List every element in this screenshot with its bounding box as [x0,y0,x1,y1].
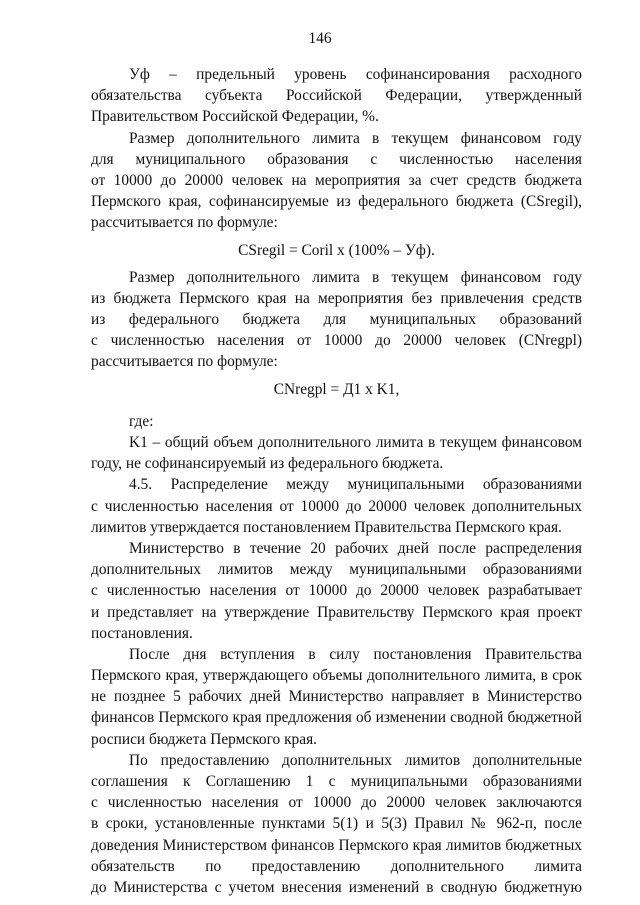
text-line: с численностью населения от 10000 до 20000 человек разрабатывает [91,582,582,600]
text-line: Уф – предельный уровень софинансирования расходного [129,66,582,83]
text-line: K1 – общий объем дополнительного лимита в текущем финансовом [129,434,582,451]
text-line: По предоставлению дополнительных лимитов дополнительные [129,751,582,769]
text-line: Пермского края, утверждающего объемы дополнительного лимита, в срок [91,667,582,685]
where-label: где: [129,412,154,430]
text-line: из бюджета Пермского края на мероприятия без привлечения средств [91,289,582,307]
text-line: росписи бюджета Пермского края. [91,730,317,748]
text-line: лимитов утверждается постановлением Правительства Пермского края. [91,518,562,536]
text-line: в сроки, установленные пунктами 5(1) и 5(3) Правил № 962-п, после [91,815,582,833]
formula-cnregpl: CNregpl = Д1 x K1, [273,380,400,398]
paragraph-k1-definition [91,432,582,474]
text-line: до Министерства с учетом внесения изменений в сводную бюджетную [91,878,582,896]
text-line: Министерство в течение 20 рабочих дней после распределения [129,539,582,557]
text-line: финансов Пермского края предложения об изменении сводной бюджетной [91,709,582,727]
text-line: После дня вступления в силу постановления Правительства [129,645,582,663]
text-line: обязательств по предоставлению дополнительного лимита [91,857,582,875]
text-line: с численностью населения от 10000 до 20000 человек дополнительных [91,497,582,515]
paragraph-uf-definition [91,64,582,128]
paragraph-cnregpl-intro [91,267,582,373]
formula-csregil: CSregil = Coril x (100% – Уф). [238,241,435,259]
text-line: Размер дополнительного лимита в текущем финансовом году [129,268,582,286]
text-line: рассчитывается по формуле: [91,214,278,232]
paragraph-csregil-intro [91,128,582,234]
text-line: с численностью населения от 10000 до 20000 человек заключаются [91,794,582,812]
paragraph-4-5 [91,474,582,538]
text-line: от 10000 до 20000 человек на мероприятия за счет средств бюджета [91,171,582,189]
text-line: дополнительных лимитов между муниципальными образованиями [91,561,582,579]
text-line: Правительством Российской Федерации, %. [91,108,379,126]
text-line: для муниципального образования с численностью населения [91,150,582,168]
text-line: с численностью населения от 10000 до 20000 человек (CNregpl) [91,332,582,350]
text-line: не позднее 5 рабочих дней Министерство направляет в Министерство [91,688,582,706]
text-line: постановления. [91,624,193,642]
text-line: Пермского края, софинансируемые из федерального бюджета (CSregil), [91,193,582,211]
text-line: доведения Министерством финансов Пермского края лимитов бюджетных [91,836,582,854]
text-line: и представляет на утверждение Правительству Пермского края проект [91,603,582,621]
text-line: обязательства субъекта Российской Федерации, утвержденный [91,87,582,105]
paragraph-ministry-develops [91,538,582,644]
paragraph-additional-agreements [91,750,582,898]
paragraph-after-entry-into-force [91,644,582,750]
text-line: соглашения к Соглашению 1 с муниципальными образованиями [91,773,582,790]
text-line: 4.5. Распределение между муниципальными образованиями [129,476,582,494]
text-line: рассчитывается по формуле: [91,353,278,371]
text-line: Размер дополнительного лимита в текущем финансовом году [129,129,582,147]
text-line: году, не софинансируемый из федерального бюджета. [91,455,444,473]
document-body [91,64,582,898]
page-number: 146 [308,30,332,47]
text-line: из федерального бюджета для муниципальных образований [91,311,582,329]
